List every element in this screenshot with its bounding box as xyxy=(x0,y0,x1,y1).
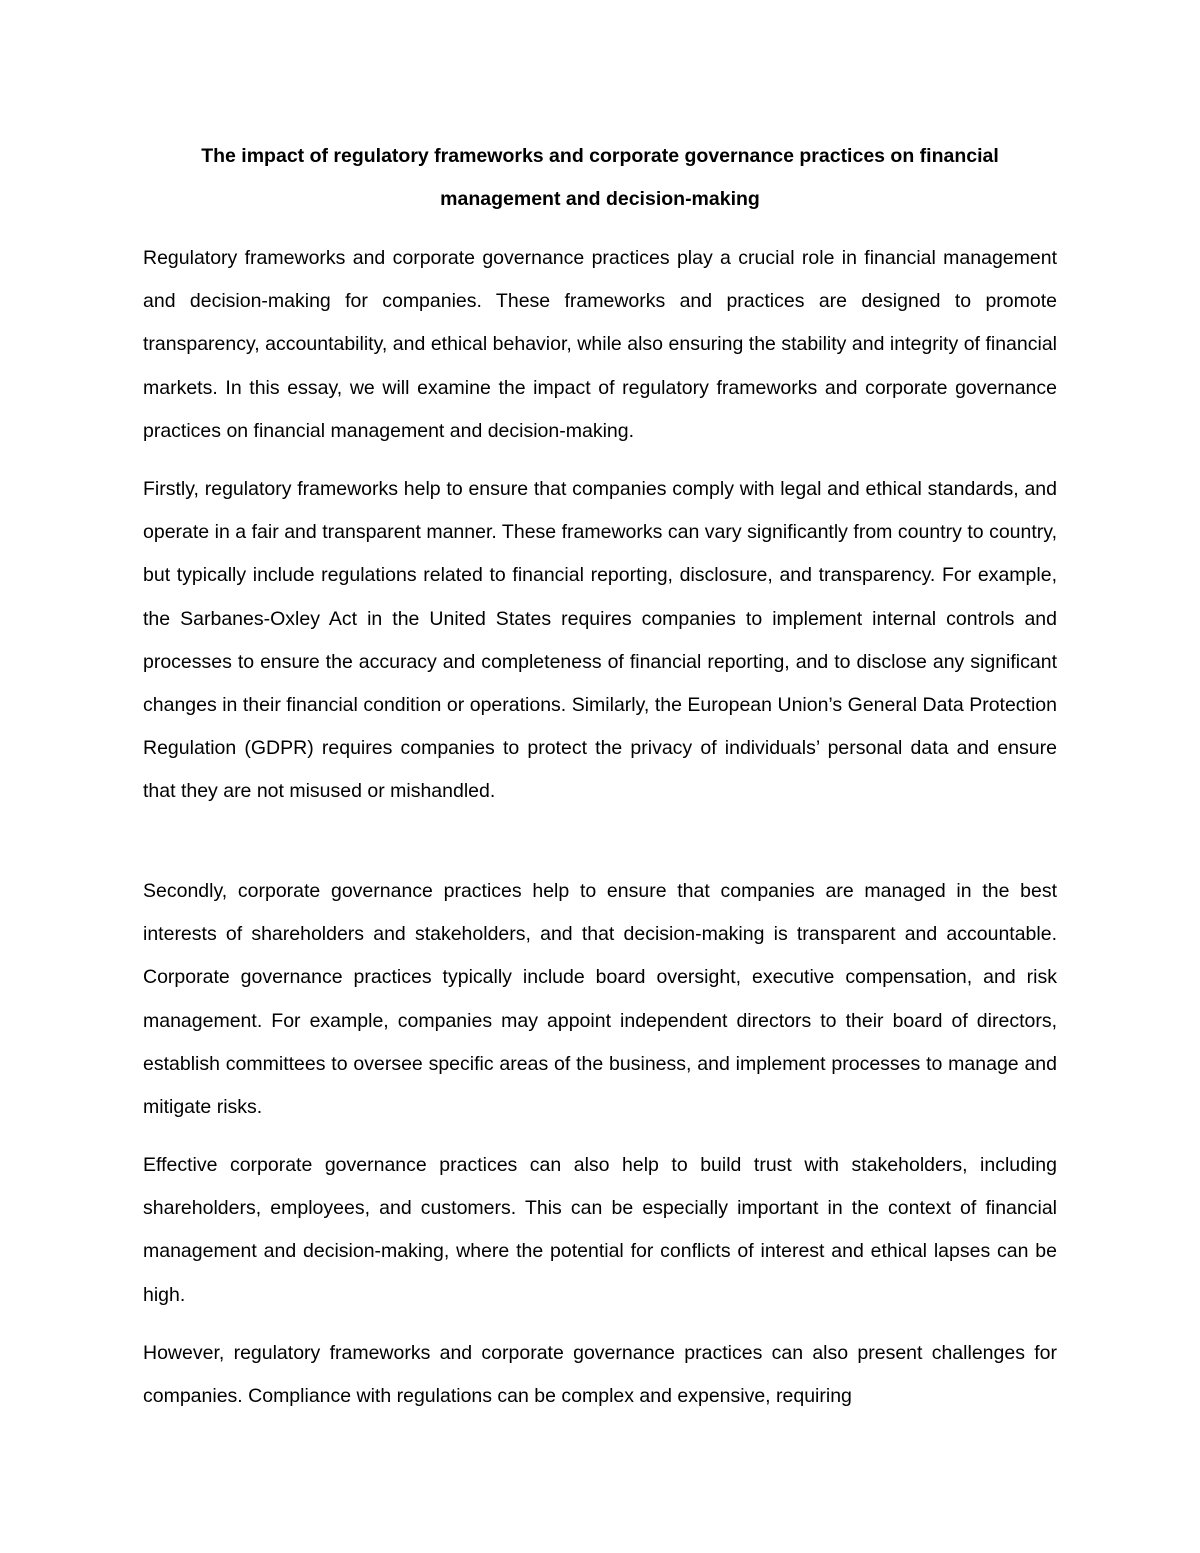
paragraph-stakeholder-trust: Effective corporate governance practices can also help to build trust with stakeholders, including shareholders, employees, and customers. This can be especially important in the context of financial management and decision-making, where the potential for conflicts of interest and ethical lapses can be high. xyxy=(143,1154,1057,1306)
paragraph-introduction: Regulatory frameworks and corporate governance practices play a crucial role in financial management and decision-making for companies. These frameworks and practices are designed to promote transparency, accountability, and ethical behavior, while also ensuring the stability and integrity of financial markets. In this essay, we will examine the impact of regulatory frameworks and corporate governance practices on financial management and decision-making. xyxy=(143,247,1057,442)
paragraph-regulatory-frameworks: Firstly, regulatory frameworks help to ensure that companies comply with legal and ethical standards, and operate in a fair and transparent manner. These frameworks can vary significantly from country to country, but typically include regulations related to financial reporting, disclosure, and transparency. For example, the Sarbanes-Oxley Act in the United States requires companies to implement internal controls and processes to ensure the accuracy and completeness of financial reporting, and to disclose any significant changes in their financial condition or operations. Similarly, the European Union’s General Data Protection Regulation (GDPR) requires companies to protect the privacy of individuals’ personal data and ensure that they are not misused or mishandled. xyxy=(143,478,1057,803)
paragraph-corporate-governance: Secondly, corporate governance practices help to ensure that companies are managed in the best interests of shareholders and stakeholders, and that decision-making is transparent and accountable. Corporate governance practices typically include board oversight, executive compensation, and risk management. For example, companies may appoint independent directors to their board of directors, establish committees to oversee specific areas of the business, and implement processes to manage and mitigate risks. xyxy=(143,880,1057,1119)
document-title: The impact of regulatory frameworks and corporate governance practices on financial management and decision-making xyxy=(201,145,999,210)
paragraph-challenges: However, regulatory frameworks and corporate governance practices can also present challenges for companies. Compliance with regulations can be complex and expensive, requiring xyxy=(143,1342,1057,1408)
